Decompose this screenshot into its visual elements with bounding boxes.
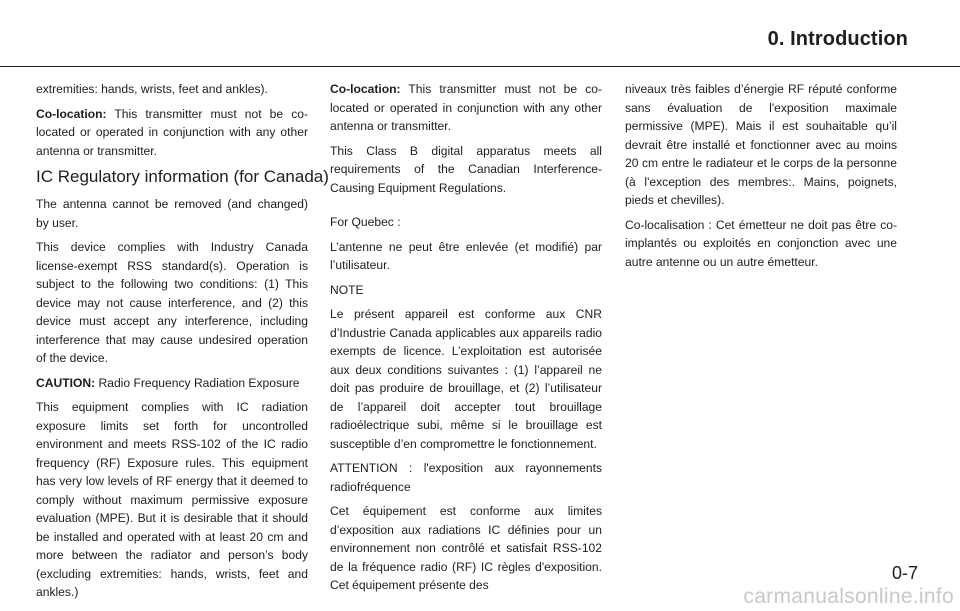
paragraph: The antenna cannot be removed (and changed) by user. <box>36 197 308 230</box>
spacer <box>330 203 602 213</box>
paragraph: NOTE <box>330 282 364 297</box>
paragraph <box>330 80 602 136</box>
paragraph: extremities: hands, wrists, feet and ankles). <box>36 82 268 96</box>
column-3 <box>625 80 897 277</box>
paragraph <box>36 105 308 161</box>
bold-label: Co-location: <box>330 82 401 96</box>
watermark-text: carmanualsonline.info <box>743 585 954 608</box>
paragraph: This equipment complies with IC radiation exposure limits set forth for uncontrolled environment and meets RSS-102 of the IC radio frequency (RF) Exposure rules. This equipment has very low levels of RF energy that it deemed to comply without maximum permissive exposure evaluation (MPE). But it is desirable that it should be installed and operated with at least 20 cm and more between the radiator and person’s body (excluding extremities: hands, wrists, feet and ankles.) <box>36 400 308 599</box>
page-section-title: 0. Introduction <box>767 28 908 50</box>
header-divider <box>0 66 960 67</box>
paragraph: L’antenne ne peut être enlevée (et modifié) par l’utilisateur. <box>330 239 602 272</box>
paragraph-text: This transmitter must not be co-located or operated in conjunction with any other antenna or transmitter. <box>330 82 602 133</box>
paragraph: For Quebec : <box>330 215 401 229</box>
paragraph: niveaux très faibles d’énergie RF réputé conforme sans évaluation de l'exposition maximale permissive (MPE). Mais il est souhaitable qu’il devrait être installé et fonctionner avec au moins 20 cm entre le radiateur et le corps de la personne (à l'exception des membres:. Mains, poignets, pieds et chevilles). <box>625 82 897 207</box>
column-1 <box>36 80 329 608</box>
bold-label: CAUTION: <box>36 375 96 390</box>
paragraph-text: This transmitter must not be co-located or operated in conjunction with any other antenna or transmitter. <box>36 106 308 158</box>
page-number: 0-7 <box>891 563 918 583</box>
paragraph: Cet équipement est conforme aux limites d’exposition aux radiations IC définies pour un environnement non contrôlé et satisfait RSS-102 de la fréquence radio (RF) IC règles d'exposition. Cet équipement présente des <box>330 504 602 592</box>
column-2 <box>330 80 602 601</box>
paragraph: Le présent appareil est conforme aux CNR d’Industrie Canada applicables aux appareils radio exempts de licence. L’exploitation est autorisée aux deux conditions suivantes : (1) l’appareil ne doit pas produire de brouillage, et (2) l’utilisateur de l’appareil doit accepter tout brouillage radioélectrique subi, même si le brouillage est susceptible d’en compromettre le fonctionnement. <box>330 307 602 451</box>
paragraph <box>36 374 308 393</box>
paragraph: ATTENTION : l'exposition aux rayonnements radiofréquence <box>330 461 602 494</box>
paragraph: Co-localisation : Cet émetteur ne doit pas être co-implantés ou exploités en conjonction avec une autre antenne ou un autre émetteur. <box>625 217 897 269</box>
section-heading: IC Regulatory information (for Canada) <box>36 167 329 186</box>
paragraph-text: Radio Frequency Radiation Exposure <box>95 375 300 390</box>
paragraph: This Class B digital apparatus meets all requirements of the Canadian Interference-Causing Equipment Regulations. <box>330 143 602 195</box>
paragraph: This device complies with Industry Canada license-exempt RSS standard(s). Operation is subject to the following two conditions: (1) This device may not cause interference, and (2) this device must accept any interference, including interference that may cause undesired operation of the device. <box>36 240 308 365</box>
bold-label: Co-location: <box>36 106 107 121</box>
